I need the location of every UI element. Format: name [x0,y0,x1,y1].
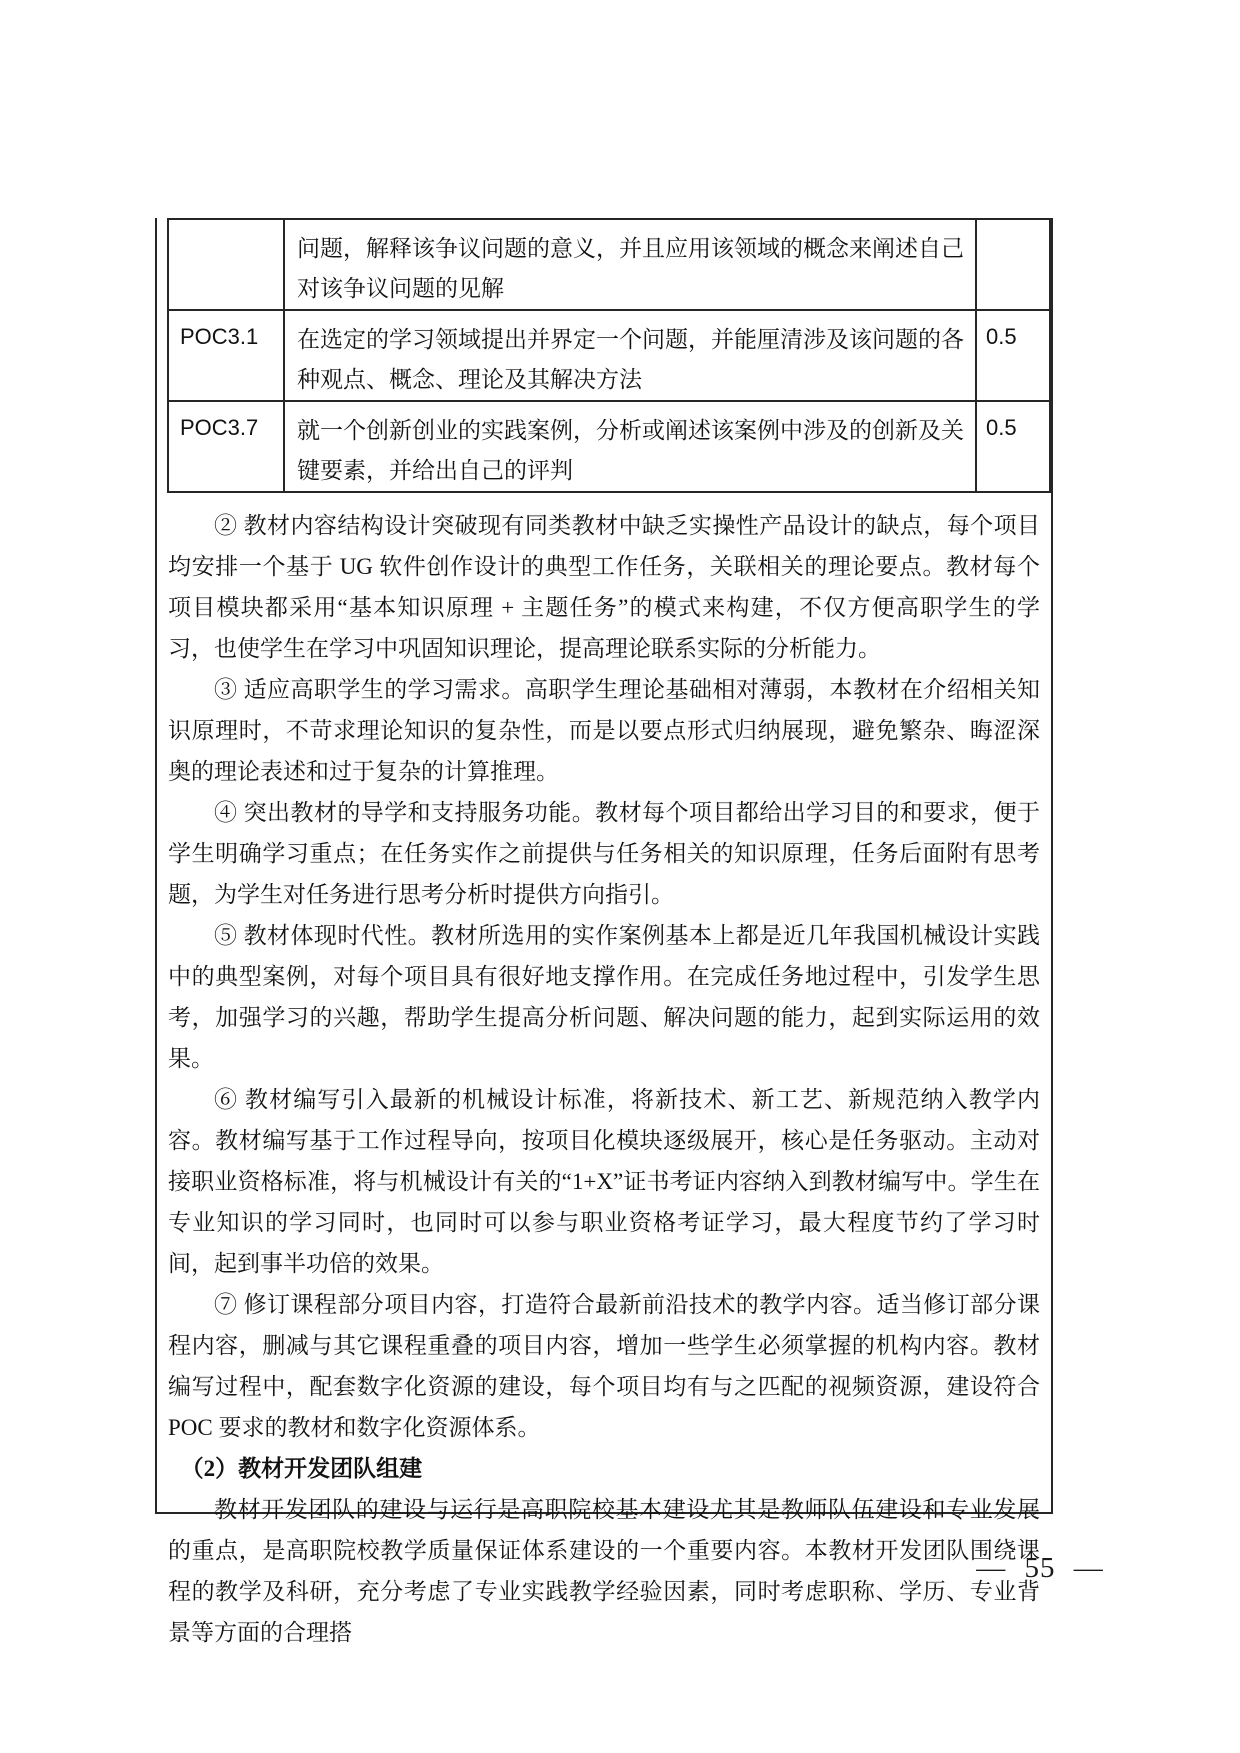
poc-score-cell: 0.5 [976,401,1050,492]
poc-code-cell [168,219,284,310]
body-text-block [157,493,1051,1653]
poc-description-cell: 在选定的学习领域提出并界定一个问题，并能厘清涉及该问题的各种观点、概念、理论及其解决方法 [284,310,976,401]
paragraph-6: ⑥ 教材编写引入最新的机械设计标准，将新技术、新工艺、新规范纳入教学内容。教材编写基于工作过程导向，按项目化模块逐级展开，核心是任务驱动。主动对接职业资格标准，将与机械设计有关的“1+X”证书考证内容纳入到教材编写中。学生在专业知识的学习同时，也同时可以参与职业资格考证学习，最大程度节约了学习时间，起到事半功倍的效果。 [168,1087,1040,1276]
paragraph-4: ④ 突出教材的导学和支持服务功能。教材每个项目都给出学习目的和要求，便于学生明确学习重点；在任务实作之前提供与任务相关的知识原理，任务后面附有思考题，为学生对任务进行思考分析时提供方向指引。 [168,800,1040,907]
table-row [168,310,1050,401]
poc-code-cell: POC3.7 [168,401,284,492]
page-number: — 55 — [976,1552,1104,1584]
paragraph-7: ⑦ 修订课程部分项目内容，打造符合最新前沿技术的教学内容。适当修订部分课程内容，删减与其它课程重叠的项目内容，增加一些学生必须掌握的机构内容。教材编写过程中，配套数字化资源的建设，每个项目均有与之匹配的视频资源，建设符合 POC 要求的教材和数字化资源体系。 [168,1292,1040,1440]
poc-code-cell: POC3.1 [168,310,284,401]
poc-score-table [167,218,1051,493]
poc-score-cell [976,219,1050,310]
paragraph-2: ② 教材内容结构设计突破现有同类教材中缺乏实操性产品设计的缺点，每个项目均安排一个基于 UG 软件创作设计的典型工作任务，关联相关的理论要点。教材每个项目模块都采用“基本知识原理 + 主题任务”的模式来构建，不仅方便高职学生的学习，也使学生在学习中巩固知识理论，提高理论联系实际的分析能力。 [168,513,1040,661]
paragraph-5: ⑤ 教材体现时代性。教材所选用的实作案例基本上都是近几年我国机械设计实践中的典型案例，对每个项目具有很好地支撑作用。在完成任务地过程中，引发学生思考，加强学习的兴趣，帮助学生提高分析问题、解决问题的能力，起到实际运用的效果。 [168,923,1040,1071]
section-heading: （2）教材开发团队组建 [180,1456,423,1481]
poc-score-cell: 0.5 [976,310,1050,401]
paragraph-3: ③ 适应高职学生的学习需求。高职学生理论基础相对薄弱，本教材在介绍相关知识原理时，不苛求理论知识的复杂性，而是以要点形式归纳展现，避免繁杂、晦涩深奥的理论表述和过于复杂的计算推理。 [168,677,1040,784]
closing-paragraph: 教材开发团队的建设与运行是高职院校基本建设尤其是教师队伍建设和专业发展的重点，是高职院校教学质量保证体系建设的一个重要内容。本教材开发团队围绕课程的教学及科研，充分考虑了专业实践教学经验因素，同时考虑职称、学历、专业背景等方面的合理搭 [168,1497,1040,1645]
table-row [168,219,1050,310]
poc-description-cell: 问题，解释该争议问题的意义，并且应用该领域的概念来阐述自己对该争议问题的见解 [284,219,976,310]
table-row [168,401,1050,492]
poc-description-cell: 就一个创新创业的实践案例，分析或阐述该案例中涉及的创新及关键要素，并给出自己的评判 [284,401,976,492]
